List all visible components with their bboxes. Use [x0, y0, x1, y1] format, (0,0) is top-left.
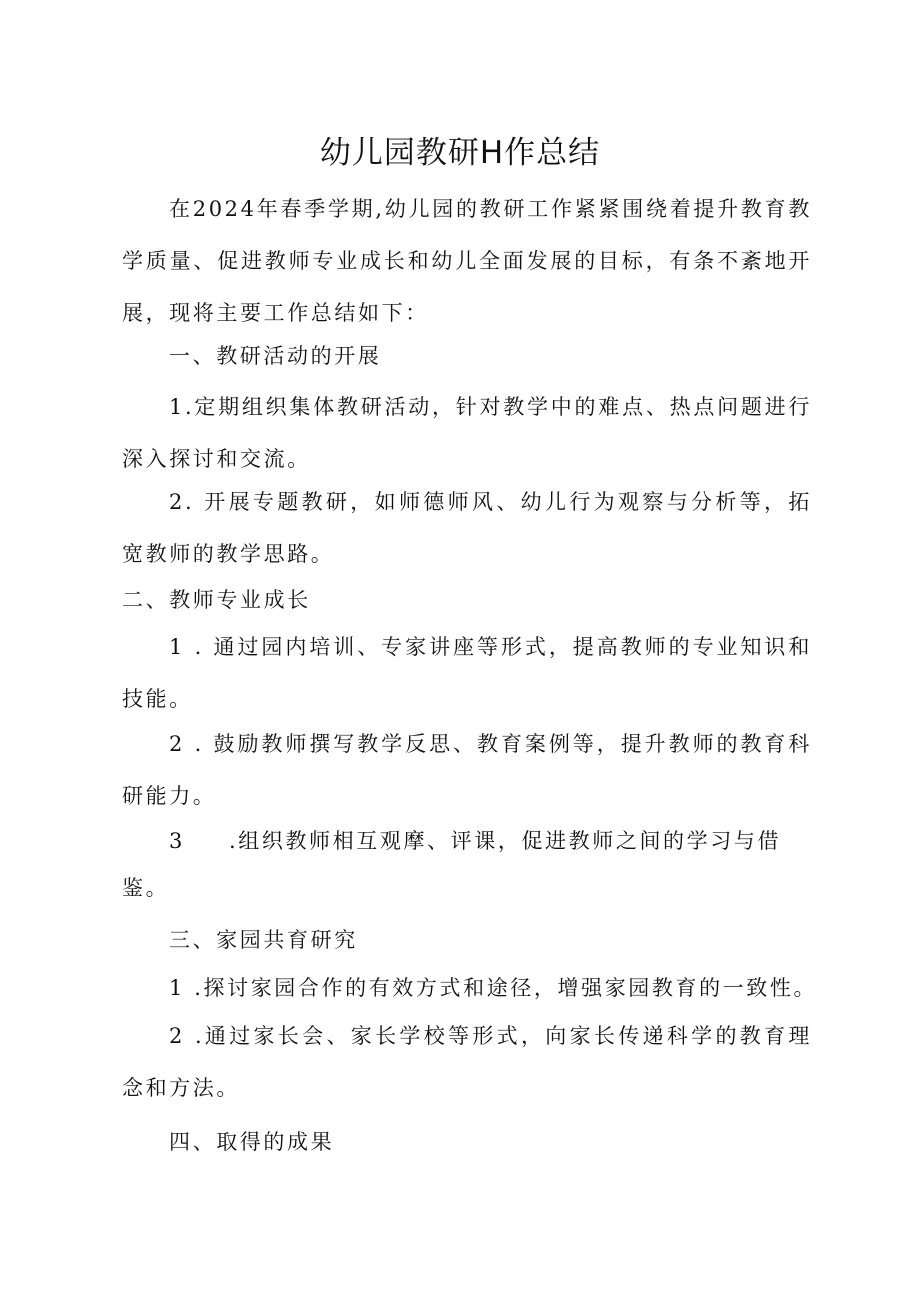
section-heading-2: 二、教师专业成长 — [122, 588, 311, 612]
section-2-item-3-text: .组织教师相互观摩、评课，促进教师之间的学习与借 — [228, 829, 782, 853]
section-heading-4: 四、取得的成果 — [169, 1130, 335, 1154]
section-3-item-2: 2 .通过家长会、家长学校等形式，向家长传递科学的教育理念和方法。 — [122, 1024, 812, 1100]
section-heading-1: 一、教研活动的开展 — [169, 344, 382, 368]
section-1-item-2: 2. 开展专题教研，如师德师风、幼儿行为观察与分析等，拓宽教师的教学思路。 — [122, 490, 812, 566]
intro-paragraph: 在2024年春季学期,幼儿园的教研工作紧紧围绕着提升教育教学质量、促进教师专业成长和幼儿全面发展的目标，有条不紊地开展，现将主要工作总结如下： — [122, 197, 812, 325]
section-2-item-3 — [122, 815, 812, 867]
section-heading-3: 三、家园共育研究 — [169, 928, 358, 952]
section-3-item-1: 1 .探讨家园合作的有效方式和途径，增强家园教育的一致性。 — [169, 976, 818, 1000]
section-2-item-3-number: 3 — [169, 829, 185, 853]
section-2-item-3-continuation: 鉴。 — [122, 876, 170, 900]
document-title: 幼儿园教研H作总结 — [319, 135, 601, 171]
section-2-item-1: 1 . 通过园内培训、专家讲座等形式，提高教师的专业知识和技能。 — [122, 635, 812, 711]
section-1-item-1: 1.定期组织集体教研活动，针对教学中的难点、热点问题进行深入探讨和交流。 — [122, 395, 812, 471]
section-2-item-2: 2 . 鼓励教师撰写教学反思、教育案例等，提升教师的教育科研能力。 — [122, 732, 812, 808]
